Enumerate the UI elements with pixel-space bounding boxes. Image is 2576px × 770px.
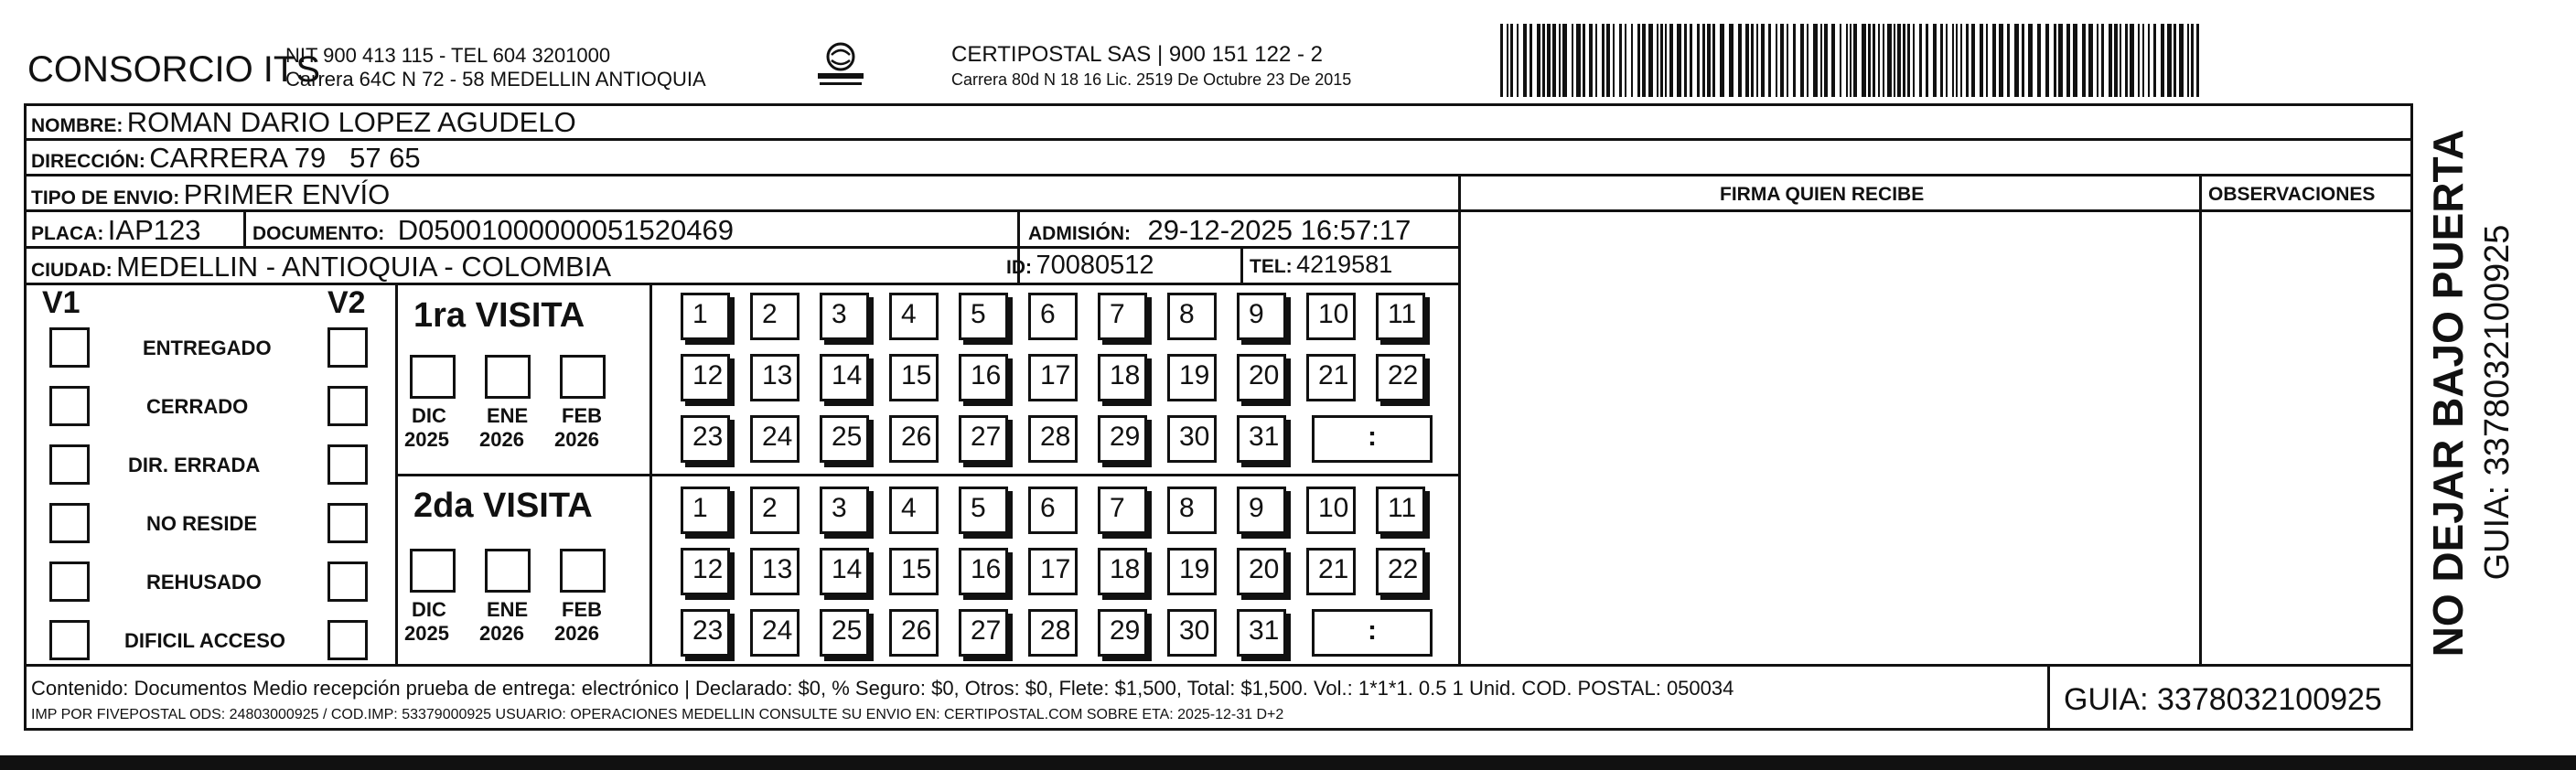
month-label: DIC <box>412 598 446 621</box>
firma-header: FIRMA QUIEN RECIBE <box>1720 184 1925 205</box>
barcode-bar <box>2088 24 2093 97</box>
day-box[interactable]: 2 <box>750 487 800 534</box>
first-visit-title: 1ra VISITA <box>413 296 585 335</box>
barcode-bar <box>1665 24 1667 97</box>
day-box[interactable]: 16 <box>959 354 1008 401</box>
barcode-bar <box>1637 24 1640 97</box>
day-box[interactable]: 5 <box>959 293 1008 340</box>
barcode-bar <box>1745 24 1749 97</box>
placa-row <box>31 216 200 244</box>
ciudad-value: MEDELLIN - ANTIOQUIA - COLOMBIA <box>116 251 611 283</box>
day-box[interactable]: 30 <box>1167 415 1217 463</box>
day-box[interactable]: 28 <box>1028 415 1078 463</box>
year-label: 2025 <box>404 622 449 645</box>
reason-label: NO RESIDE <box>146 512 258 535</box>
day-box[interactable]: 26 <box>889 415 939 463</box>
id-value: 70080512 <box>1036 251 1154 280</box>
barcode-bar <box>1793 24 1796 97</box>
day-box[interactable]: 22 <box>1376 354 1425 401</box>
barcode-bar <box>1787 24 1788 97</box>
barcode-bar <box>1684 24 1687 97</box>
barcode-bar <box>1807 24 1809 97</box>
day-box[interactable]: 14 <box>820 548 869 595</box>
barcode-bar <box>1720 24 1724 97</box>
reason-label: CERRADO <box>146 395 249 418</box>
tel-value: 4219581 <box>1296 251 1393 278</box>
barcode-bar <box>1660 24 1663 97</box>
day-box[interactable]: 13 <box>750 354 800 401</box>
barcode-bar <box>1602 24 1605 97</box>
day-box[interactable]: 11 <box>1376 293 1425 340</box>
barcode-bar <box>2191 24 2194 97</box>
day-box[interactable]: 23 <box>681 415 730 463</box>
barcode-bar <box>1552 24 1556 97</box>
barcode-bar <box>1657 24 1658 97</box>
month-checkbox[interactable] <box>485 355 531 399</box>
v1-checkbox[interactable] <box>49 620 90 660</box>
barcode-bar <box>2125 24 2128 97</box>
day-box[interactable]: 15 <box>889 354 939 401</box>
day-box[interactable]: 10 <box>1306 293 1356 340</box>
barcode-bar <box>1562 24 1567 97</box>
barcode-bar <box>1507 24 1508 97</box>
placa-label: PLACA: <box>31 223 104 244</box>
barcode-bar <box>1677 24 1681 97</box>
day-box[interactable]: 31 <box>1237 609 1286 657</box>
ciudad-label: CIUDAD: <box>31 260 113 281</box>
day-box[interactable]: 20 <box>1237 354 1286 401</box>
reason-label: ENTREGADO <box>143 337 272 359</box>
barcode-bar <box>1606 24 1610 97</box>
barcode-bar <box>2073 24 2077 97</box>
barcode-bar <box>2109 24 2112 97</box>
v2-checkbox[interactable] <box>327 327 368 368</box>
barcode-bar <box>1613 24 1615 97</box>
barcode-bar <box>1907 24 1910 97</box>
nombre-label: NOMBRE: <box>31 115 123 136</box>
day-box[interactable]: 24 <box>750 415 800 463</box>
barcode-bar <box>1738 24 1742 97</box>
barcode-bar <box>2014 24 2019 97</box>
barcode-bar <box>2045 24 2049 97</box>
admision-value: 29-12-2025 16:57:17 <box>1147 214 1411 246</box>
barcode-bar <box>1887 24 1892 97</box>
day-box[interactable]: 13 <box>750 548 800 595</box>
barcode-bar <box>1702 24 1705 97</box>
barcode-bar <box>1897 24 1901 97</box>
barcode-bar <box>1729 24 1733 97</box>
day-box[interactable]: 22 <box>1376 548 1425 595</box>
barcode-bar <box>1642 24 1646 97</box>
barcode-bar <box>1971 24 1975 97</box>
day-box[interactable]: 6 <box>1028 293 1078 340</box>
month-checkbox[interactable] <box>560 355 606 399</box>
month-checkbox[interactable] <box>410 355 456 399</box>
day-box[interactable]: 15 <box>889 548 939 595</box>
month-label: FEB <box>562 404 602 427</box>
day-box[interactable]: 25 <box>820 415 869 463</box>
barcode-bar <box>1919 24 1922 97</box>
barcode-bar <box>2082 24 2086 97</box>
day-box[interactable]: 21 <box>1306 548 1356 595</box>
company-address: Carrera 64C N 72 - 58 MEDELLIN ANTIOQUIA <box>285 68 706 91</box>
day-box[interactable]: 30 <box>1167 609 1217 657</box>
day-box[interactable]: 18 <box>1098 548 1147 595</box>
documento-label: DOCUMENTO: <box>252 223 385 244</box>
day-box[interactable]: 14 <box>820 354 869 401</box>
admision-row <box>1028 216 1411 244</box>
guia-footer: GUIA: 3378032100925 <box>2064 682 2382 717</box>
day-box[interactable]: 26 <box>889 609 939 657</box>
barcode-bar <box>1537 24 1540 97</box>
barcode-bar <box>1831 24 1835 97</box>
placa-value: IAP123 <box>107 214 201 246</box>
barcode-bar <box>2174 24 2176 97</box>
impresion-text: IMP POR FIVEPOSTAL ODS: 24803000925 / COD.IMP: 53379000925 USUARIO: OPERACIONES MEDELLIN CONSULTE SU ENVIO EN: CERTIPOSTAL.COM SOBRE ETA: 2025-12-31 D+2 <box>31 707 1284 722</box>
carrier-name: CERTIPOSTAL SAS | 900 151 122 - 2 <box>951 42 1323 67</box>
barcode-bar <box>1625 24 1626 97</box>
barcode-bar <box>1500 24 1503 97</box>
barcode-bar <box>2196 24 2199 97</box>
documento-row <box>252 216 734 244</box>
day-box[interactable]: 4 <box>889 487 939 534</box>
day-box[interactable]: 18 <box>1098 354 1147 401</box>
day-box[interactable]: 5 <box>959 487 1008 534</box>
day-box[interactable]: 21 <box>1306 354 1356 401</box>
barcode-bar <box>1933 24 1937 97</box>
v2-checkbox[interactable] <box>327 561 368 602</box>
day-box[interactable]: 7 <box>1098 293 1147 340</box>
barcode-bar <box>2037 24 2041 97</box>
nombre-value: ROMAN DARIO LOPEZ AGUDELO <box>126 106 576 138</box>
v2-checkbox[interactable] <box>327 444 368 485</box>
barcode-bar <box>1780 24 1784 97</box>
day-box[interactable]: 2 <box>750 293 800 340</box>
day-box[interactable]: 12 <box>681 354 730 401</box>
barcode-bar <box>1878 24 1880 97</box>
year-label: 2026 <box>479 428 524 451</box>
month-checkbox[interactable] <box>485 549 531 593</box>
day-box[interactable]: 8 <box>1167 487 1217 534</box>
barcode-bar <box>1712 24 1715 97</box>
certipostal-logo <box>812 40 869 91</box>
barcode-bar <box>2148 24 2150 97</box>
year-label: 2026 <box>554 622 599 645</box>
day-box[interactable]: 28 <box>1028 609 1078 657</box>
month-label: ENE <box>487 404 529 427</box>
barcode-bar <box>1840 24 1841 97</box>
month-label: DIC <box>412 404 446 427</box>
direccion-label: DIRECCIÓN: <box>31 151 145 172</box>
barcode-bar <box>2097 24 2098 97</box>
tel-row <box>1250 252 1392 277</box>
direccion-row <box>31 144 421 172</box>
side-guia: GUIA: 3378032100925 <box>2478 224 2517 581</box>
day-box[interactable]: 31 <box>1237 415 1286 463</box>
day-box[interactable]: 1 <box>681 487 730 534</box>
barcode-bar <box>1820 24 1822 97</box>
barcode-bar <box>2187 24 2189 97</box>
barcode-bar <box>1768 24 1771 97</box>
barcode-bar <box>2058 24 2063 97</box>
v1-checkbox[interactable] <box>49 444 90 485</box>
second-visit-title: 2da VISITA <box>413 487 593 525</box>
barcode-bar <box>1862 24 1866 97</box>
barcode-bar <box>1756 24 1758 97</box>
barcode-bar <box>1999 24 2003 97</box>
day-box[interactable]: 1 <box>681 293 730 340</box>
company-nit: NIT 900 413 115 - TEL 604 3201000 <box>285 44 611 67</box>
month-label: ENE <box>487 598 529 621</box>
day-box[interactable]: 12 <box>681 548 730 595</box>
day-box[interactable]: 29 <box>1098 415 1147 463</box>
barcode-bar <box>1517 24 1519 97</box>
month-checkbox[interactable] <box>410 549 456 593</box>
time-field[interactable]: : <box>1312 415 1433 463</box>
barcode-bar <box>1559 24 1561 97</box>
tel-label: TEL: <box>1250 256 1293 277</box>
certipostal-logo-icon <box>812 40 869 91</box>
barcode-bar <box>2167 24 2172 97</box>
direccion-value: CARRERA 79 57 65 <box>149 142 421 174</box>
month-checkbox[interactable] <box>560 549 606 593</box>
barcode-bar <box>1648 24 1653 97</box>
no-dejar-bajo-puerta: NO DEJAR BAJO PUERTA <box>2424 129 2472 658</box>
day-box[interactable]: 11 <box>1376 487 1425 534</box>
day-box[interactable]: 29 <box>1098 609 1147 657</box>
barcode-bar <box>1542 24 1545 97</box>
v2-checkbox[interactable] <box>327 503 368 543</box>
id-label: ID: <box>1006 257 1032 278</box>
barcode-bar <box>1690 24 1692 97</box>
year-label: 2026 <box>554 428 599 451</box>
barcode-bar <box>2120 24 2121 97</box>
barcode-bar <box>2153 24 2156 97</box>
barcode-bar <box>2161 24 2164 97</box>
day-box[interactable]: 6 <box>1028 487 1078 534</box>
month-label: FEB <box>562 598 602 621</box>
reason-label: DIFICIL ACCESO <box>124 629 286 652</box>
barcode-bar <box>1523 24 1527 97</box>
barcode-bar <box>2028 24 2033 97</box>
day-box[interactable]: 3 <box>820 293 869 340</box>
reason-label: REHUSADO <box>146 571 262 594</box>
day-box[interactable]: 27 <box>959 609 1008 657</box>
barcode-bar <box>1697 24 1700 97</box>
barcode-bar <box>1761 24 1765 97</box>
year-label: 2025 <box>404 428 449 451</box>
v2-label: V2 <box>327 285 366 320</box>
admision-label: ADMISIÓN: <box>1028 223 1131 244</box>
carrier-address: Carrera 80d N 18 16 Lic. 2519 De Octubre 23 De 2015 <box>951 70 1352 89</box>
barcode-bar <box>1824 24 1828 97</box>
barcode-bar <box>1846 24 1848 97</box>
barcode-bar <box>1883 24 1884 97</box>
tipo-envio-row <box>31 180 390 209</box>
barcode-bar <box>2114 24 2118 97</box>
barcode-bar <box>1589 24 1593 97</box>
barcode-bar <box>1952 24 1954 97</box>
day-box[interactable]: 3 <box>820 487 869 534</box>
day-box[interactable]: 17 <box>1028 548 1078 595</box>
day-box[interactable]: 7 <box>1098 487 1147 534</box>
barcode-bar <box>1926 24 1928 97</box>
barcode-bar <box>1631 24 1633 97</box>
barcode-bar <box>1903 24 1905 97</box>
day-box[interactable]: 19 <box>1167 548 1217 595</box>
barcode-bar <box>1850 24 1852 97</box>
barcode-bar <box>1813 24 1818 97</box>
barcode-bar <box>1868 24 1871 97</box>
barcode-bar <box>1619 24 1622 97</box>
day-box[interactable]: 4 <box>889 293 939 340</box>
barcode-icon <box>1500 24 2205 97</box>
day-box[interactable]: 25 <box>820 609 869 657</box>
day-box[interactable]: 8 <box>1167 293 1217 340</box>
barcode-bar <box>2179 24 2184 97</box>
barcode-bar <box>1986 24 1988 97</box>
barcode-bar <box>2138 24 2140 97</box>
barcode-bar <box>1595 24 1597 97</box>
tipo-envio-value: PRIMER ENVÍO <box>183 178 391 210</box>
barcode-bar <box>2054 24 2056 97</box>
documento-value: D05001000000051520469 <box>397 214 734 246</box>
time-field[interactable]: : <box>1312 609 1433 657</box>
barcode-bar <box>1960 24 1962 97</box>
day-box[interactable]: 10 <box>1306 487 1356 534</box>
barcode-bar <box>2022 24 2024 97</box>
day-box[interactable]: 20 <box>1237 548 1286 595</box>
barcode-bar <box>1980 24 1983 97</box>
barcode-bar <box>1576 24 1581 97</box>
barcode-bar <box>1894 24 1895 97</box>
barcode-bar <box>2066 24 2070 97</box>
barcode-bar <box>2101 24 2104 97</box>
barcode-bar <box>2130 24 2134 97</box>
barcode-bar <box>1800 24 1804 97</box>
day-box[interactable]: 9 <box>1237 487 1286 534</box>
barcode-bar <box>1583 24 1585 97</box>
day-box[interactable]: 17 <box>1028 354 1078 401</box>
tipo-envio-label: TIPO DE ENVIO: <box>31 187 180 209</box>
nombre-row <box>31 108 576 136</box>
year-label: 2026 <box>479 622 524 645</box>
barcode-bar <box>1751 24 1754 97</box>
barcode-bar <box>1873 24 1875 97</box>
barcode-bar <box>1510 24 1513 97</box>
company-name: CONSORCIO ITS <box>27 49 321 90</box>
observaciones-header: OBSERVACIONES <box>2208 184 2376 205</box>
barcode-bar <box>1547 24 1551 97</box>
barcode-bar <box>1992 24 1996 97</box>
v1-checkbox[interactable] <box>49 386 90 426</box>
bottom-bar <box>0 755 2576 770</box>
day-box[interactable]: 16 <box>959 548 1008 595</box>
day-box[interactable]: 19 <box>1167 354 1217 401</box>
barcode-bar <box>1707 24 1711 97</box>
v1-checkbox[interactable] <box>49 503 90 543</box>
barcode-bar <box>1853 24 1857 97</box>
day-box[interactable]: 27 <box>959 415 1008 463</box>
barcode-bar <box>2007 24 2010 97</box>
barcode-bar <box>1913 24 1915 97</box>
v1-label: V1 <box>42 285 80 320</box>
contenido-text: Contenido: Documentos Medio recepción prueba de entrega: electrónico | Declarado: $0, % Seguro: $0, Otros: $0, Flete: $1,500, Total: $1,500. Vol.: 1*1*1. 0.5 1 Unid. COD. POSTAL: 050034 <box>31 677 1734 700</box>
reason-label: DIR. ERRADA <box>128 454 261 476</box>
barcode-bar <box>1956 24 1958 97</box>
v2-checkbox[interactable] <box>327 386 368 426</box>
barcode-bar <box>1776 24 1777 97</box>
barcode-bar <box>2142 24 2144 97</box>
barcode-bar <box>1966 24 1969 97</box>
v1-checkbox[interactable] <box>49 327 90 368</box>
barcode-bar <box>1669 24 1673 97</box>
v1-checkbox[interactable] <box>49 561 90 602</box>
barcode-bar <box>1940 24 1943 97</box>
day-box[interactable]: 23 <box>681 609 730 657</box>
day-box[interactable]: 24 <box>750 609 800 657</box>
id-row <box>1006 252 1154 279</box>
barcode-bar <box>1530 24 1532 97</box>
ciudad-row <box>31 252 611 281</box>
barcode-bar <box>1572 24 1573 97</box>
day-box[interactable]: 9 <box>1237 293 1286 340</box>
v2-checkbox[interactable] <box>327 620 368 660</box>
barcode-bar <box>1946 24 1948 97</box>
